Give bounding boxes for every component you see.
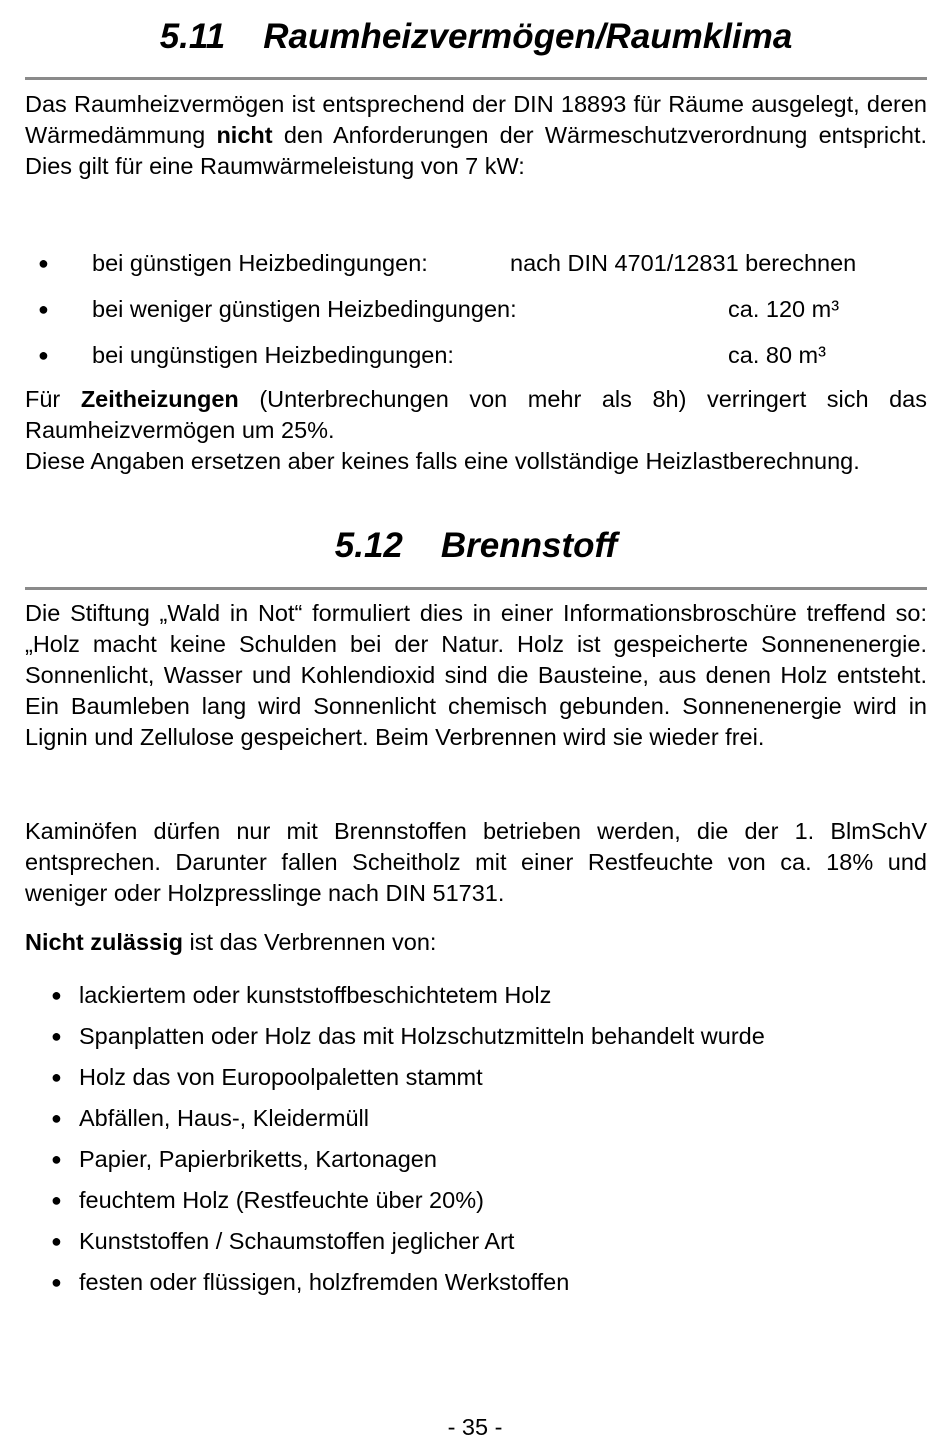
disclaimer-paragraph: Diese Angaben ersetzen aber keines falls eine vollständige Heizlastberechnung. — [25, 448, 860, 474]
list-item-text: lackiertem oder kunststoffbeschichtetem Holz — [79, 982, 552, 1008]
section-title: Brennstoff — [440, 526, 618, 565]
bullet-icon: ● — [51, 1272, 62, 1292]
condition-item — [25, 340, 927, 386]
intro-emphasis: nicht — [216, 122, 273, 148]
list-item — [25, 1021, 927, 1062]
section-divider — [25, 77, 927, 80]
intro-paragraph — [25, 89, 927, 182]
forbidden-emphasis: Nicht zulässig — [25, 929, 184, 955]
bullet-icon: ● — [38, 253, 49, 273]
section-title: Raumheizvermögen/Raumklima — [263, 17, 793, 56]
list-item-text: Spanplatten oder Holz das mit Holzschutzmitteln behandelt wurde — [79, 1023, 765, 1049]
list-item-text: feuchtem Holz (Restfeuchte über 20%) — [79, 1187, 484, 1213]
list-item — [25, 1144, 927, 1185]
condition-value: nach DIN 4701/12831 berechnen — [510, 250, 857, 276]
list-item — [25, 1267, 927, 1308]
fuels-paragraph: Kaminöfen dürfen nur mit Brennstoffen betrieben werden, die der 1. BlmSchV entsprechen. Darunter fallen Scheitholz mit einer Restfeuchte von ca. 18% und weniger oder Holzpresslinge nach DIN 51731. — [25, 818, 927, 906]
section-number: 5.11 — [159, 17, 226, 56]
forbidden-fuels-list — [25, 980, 927, 1308]
list-item-text: Papier, Papierbriketts, Kartonagen — [79, 1146, 437, 1172]
bullet-icon: ● — [38, 299, 49, 319]
list-item — [25, 1185, 927, 1226]
bullet-icon: ● — [51, 1190, 62, 1210]
bullet-icon: ● — [51, 1026, 62, 1046]
condition-label: bei ungünstigen Heizbedingungen: — [92, 342, 454, 368]
bullet-icon: ● — [38, 345, 49, 365]
intro-text-1: Das Raumheizvermögen ist entsprechend der DIN 18893 für Räume ausgelegt, deren Wärmedämmung — [25, 91, 927, 148]
bullet-icon: ● — [51, 985, 62, 1005]
note-text-2: (Unterbrechungen von mehr als 8h) verringert sich das Raumheizvermögen um 25%. — [25, 386, 928, 443]
list-item-text: Abfällen, Haus-, Kleidermüll — [79, 1105, 369, 1131]
section-number: 5.12 — [334, 526, 403, 565]
condition-label: bei weniger günstigen Heizbedingungen: — [92, 296, 517, 322]
list-item — [25, 1062, 927, 1103]
list-item-text: festen oder flüssigen, holzfremden Werkstoffen — [79, 1269, 570, 1295]
forbidden-intro — [25, 927, 927, 958]
heating-conditions-list — [25, 248, 927, 386]
section-divider — [25, 587, 927, 590]
bullet-icon: ● — [51, 1067, 62, 1087]
list-item-text: Holz das von Europoolpaletten stammt — [79, 1064, 483, 1090]
list-item — [25, 980, 927, 1021]
intermittent-heating-note — [25, 384, 927, 446]
intro-text-2: den Anforderungen der Wärmeschutzverordnung entspricht. Dies gilt für eine Raumwärmeleistung von 7 kW: — [25, 122, 928, 179]
bullet-icon: ● — [51, 1149, 62, 1169]
section-5-12-heading — [25, 526, 927, 566]
forbidden-text: ist das Verbrennen von: — [183, 929, 437, 955]
condition-value: ca. 120 m³ — [728, 296, 840, 322]
page-number: - 35 - — [447, 1414, 503, 1440]
note-emphasis: Zeitheizungen — [80, 386, 239, 412]
list-item-text: Kunststoffen / Schaumstoffen jeglicher Art — [79, 1228, 515, 1254]
condition-value: ca. 80 m³ — [728, 342, 826, 368]
condition-item — [25, 294, 927, 340]
section-5-11-heading — [25, 17, 927, 57]
bullet-icon: ● — [51, 1231, 62, 1251]
bullet-icon: ● — [51, 1108, 62, 1128]
list-item — [25, 1103, 927, 1144]
list-item — [25, 1226, 927, 1267]
quote-paragraph: Die Stiftung „Wald in Not“ formuliert dies in einer Informationsbroschüre treffend so: „Holz macht keine Schulden bei der Natur. Holz ist gespeicherte Sonnenenergie. Sonnenlicht, Wasser und Kohlendioxid sind die Bausteine, aus denen Holz entsteht. Ein Baumleben lang wird Sonnenlicht chemisch gebunden. Sonnenenergie wird in Lignin und Zellulose gespeichert. Beim Verbrennen wird sie wieder frei. — [25, 600, 927, 750]
note-text-1: Für — [25, 386, 81, 412]
condition-item — [25, 248, 927, 294]
condition-label: bei günstigen Heizbedingungen: — [92, 250, 428, 276]
